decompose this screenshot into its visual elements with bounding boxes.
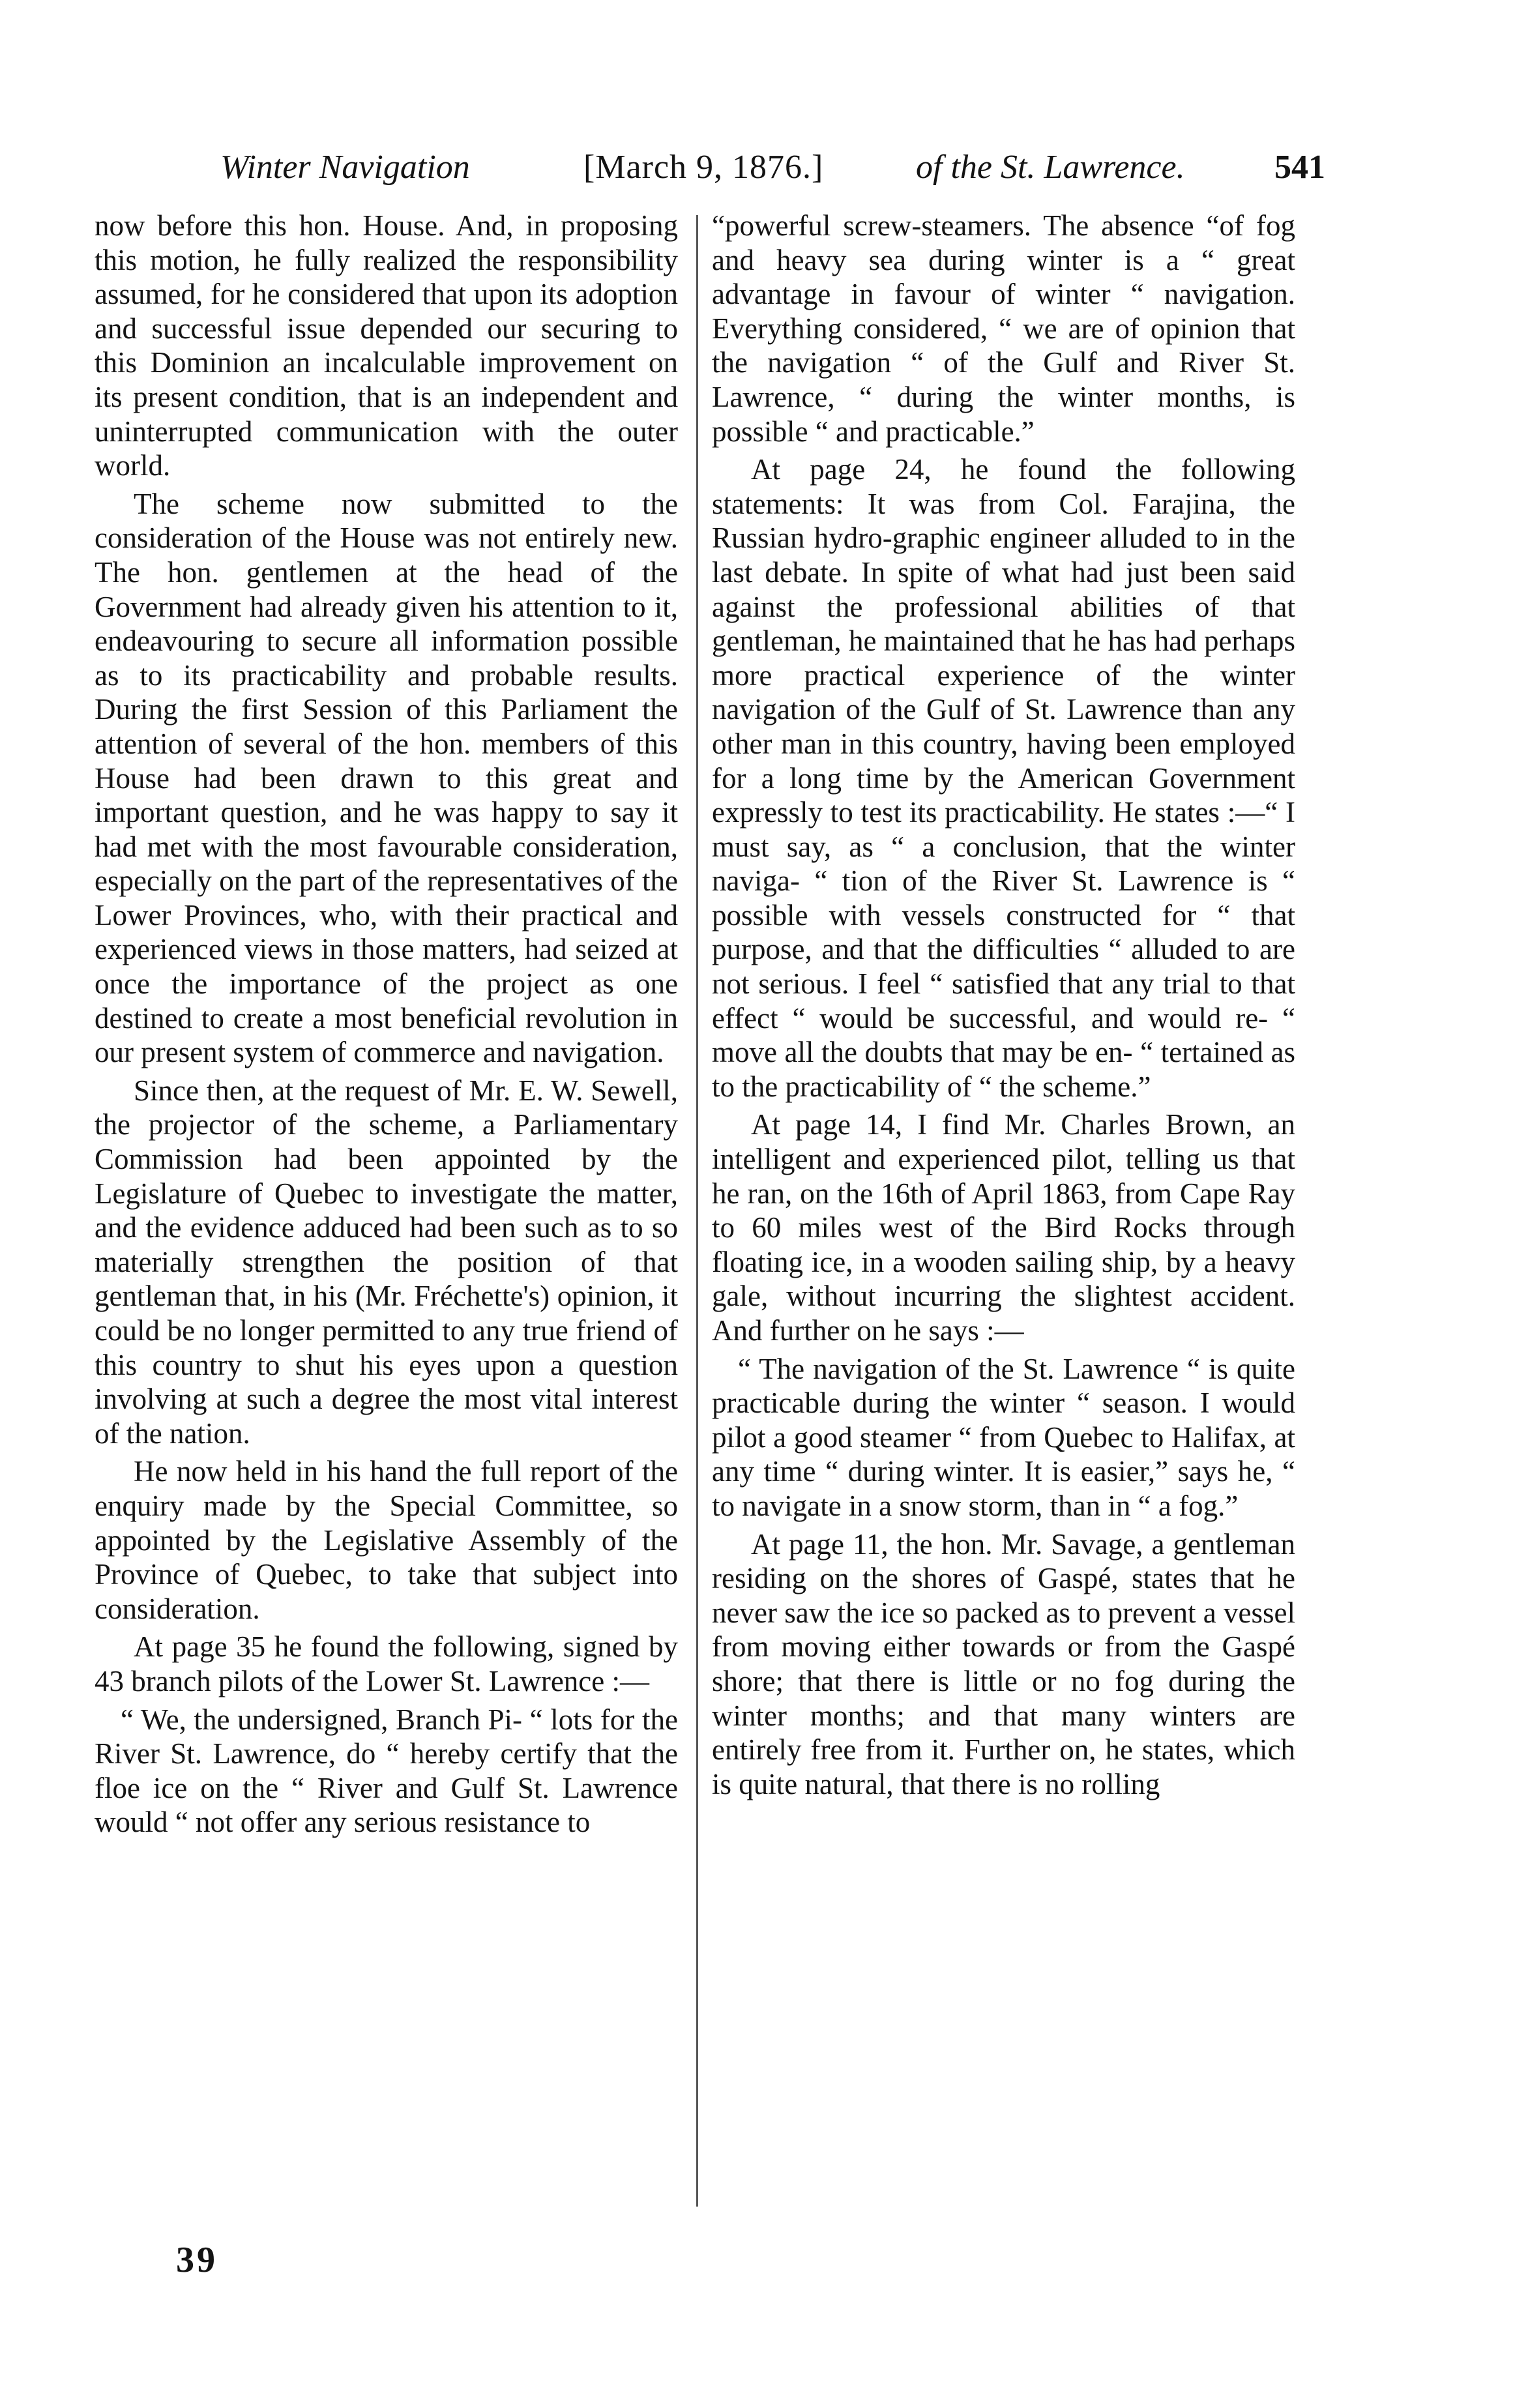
paragraph: now before this hon. House. And, in proposing this motion, he fully realized the responsibility assumed, for he considered that upon its adoption and successful issue depended our securing to this Dominion an incalculable improvement on its present condition, that is an independent and uninterrupted communication with the outer world. [95, 209, 678, 482]
left-column [95, 209, 678, 2216]
signature-mark: 39 [176, 2240, 218, 2280]
quotation: “ The navigation of the St. Lawrence “ is quite practicable during the winter “ season. I would pilot a good steamer “ from Quebec to Halifax, at any time “ during winter. It is easier,” says he, “ to navigate in a snow storm, than in “ a fog.” [712, 1352, 1295, 1522]
paragraph: At page 24, he found the following statements: It was from Col. Farajina, the Russian hydro-graphic engineer alluded to in the last debate. In spite of what had just been said against the professional abilities of that gentleman, he maintained that he has had perhaps more practical experience of the winter navigation of the Gulf of St. Lawrence than any other man in this country, having been employed for a long time by the American Government expressly to test its practicability. He states :—“ I must say, as “ a conclusion, that the winter naviga- “ tion of the River St. Lawrence is “ possible with vessels constructed for “ that purpose, and that the difficulties “ alluded to are not serious. I feel “ satisfied that any trial to that effect “ would be successful, and would re- “ move all the doubts that may be en- “ tertained as to the practicability of “ the scheme.” [712, 453, 1295, 1103]
quotation: “powerful screw-steamers. The absence “of fog and heavy sea during winter is a “ great advantage in favour of winter “ navigation. Everything considered, “ we are of opinion that the navigation “ of the Gulf and River St. Lawrence, “ during the winter months, is possible “ and practicable.” [712, 209, 1295, 448]
paragraph: He now held in his hand the full report of the enquiry made by the Special Committee, so appointed by the Legislative Assembly of the Province of Quebec, to take that subject into consideration. [95, 1455, 678, 1625]
quotation: “ We, the undersigned, Branch Pi- “ lots for the River St. Lawrence, do “ hereby certify that the floe ice on the “ River and Gulf St. Lawrence would “ not offer any serious resistance to [95, 1703, 678, 1839]
column-rule [696, 215, 698, 2207]
running-head-left: Winter Navigation [220, 149, 470, 186]
paragraph: At page 11, the hon. Mr. Savage, a gentleman residing on the shores of Gaspé, states that he never saw the ice so packed as to prevent a vessel from moving either towards or from the Gaspé shore; that there is little or no fog during the winter months; and that many winters are entirely free from it. Further on, he states, which is quite natural, that there is no rolling [712, 1527, 1295, 1800]
page-number: 541 [1274, 149, 1325, 186]
running-head-date: [March 9, 1876.] [583, 149, 824, 186]
paragraph: Since then, at the request of Mr. E. W. Sewell, the projector of the scheme, a Parliamentary Commission had been appointed by the Legislature of Quebec to investigate the matter, and the evidence adduced had been such as to so materially strengthen the position of that gentleman that, in his (Mr. Fréchette's) opinion, it could be no longer permitted to any true friend of this country to shut his eyes upon a question involving at such a degree the most vital interest of the nation. [95, 1074, 678, 1450]
running-head-right: of the St. Lawrence. [916, 149, 1185, 186]
paragraph: At page 14, I find Mr. Charles Brown, an intelligent and experienced pilot, telling us that he ran, on the 16th of April 1863, from Cape Ray to 60 miles west of the Bird Rocks through floating ice, in a wooden sailing ship, by a heavy gale, without incurring the slightest accident. And further on he says :— [712, 1108, 1295, 1347]
paragraph: At page 35 he found the following, signed by 43 branch pilots of the Lower St. Lawrence :— [95, 1630, 678, 1697]
paragraph: The scheme now submitted to the consideration of the House was not entirely new. The hon. gentlemen at the head of the Government had already given his attention to it, endeavouring to secure all information possible as to its practicability and probable results. During the first Session of this Parliament the attention of several of the hon. members of this House had been drawn to this great and important question, and he was happy to say it had met with the most favourable consideration, especially on the part of the representatives of the Lower Provinces, who, with their practical and experienced views in those matters, had seized at once the importance of the project as one destined to create a most beneficial revolution in our present system of commerce and navigation. [95, 487, 678, 1069]
right-column [712, 209, 1295, 2216]
